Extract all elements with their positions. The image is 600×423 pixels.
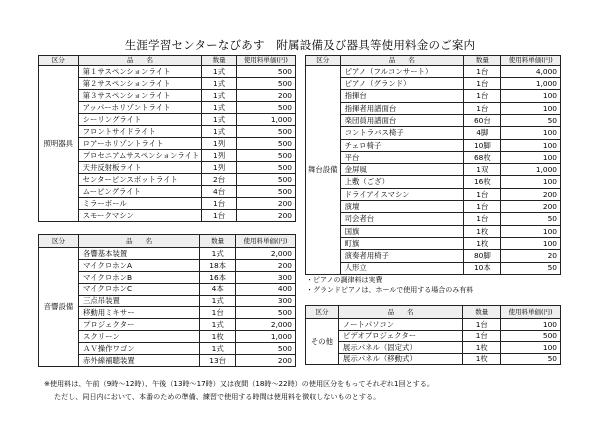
- item-quantity: 13台: [200, 355, 236, 367]
- item-fee: 100: [501, 176, 561, 188]
- item-quantity: 10脚: [464, 139, 501, 151]
- item-name: アッパーホリゾントライト: [78, 101, 202, 113]
- item-name: 指揮台: [340, 90, 464, 102]
- table-header-row: [39, 56, 296, 66]
- item-fee: 300: [236, 295, 296, 307]
- item-fee: 100: [501, 102, 561, 114]
- item-fee: 100: [501, 151, 561, 163]
- note-line: ・グランドピアノは、ホールで使用する場合のみ有料: [306, 286, 474, 294]
- table-row: [306, 164, 561, 176]
- item-quantity: 68枚: [464, 151, 501, 163]
- header-fee: 使用料単価(円): [501, 306, 561, 319]
- item-name: 第２サスペンションライト: [78, 77, 202, 89]
- item-quantity: 1式: [202, 77, 237, 89]
- item-quantity: 1台: [202, 209, 237, 221]
- item-quantity: 1式: [202, 113, 237, 125]
- item-quantity: 1台: [202, 197, 237, 209]
- item-quantity: 1列: [202, 161, 237, 173]
- item-name: マイクロホンC: [78, 283, 199, 295]
- item-quantity: 1台: [464, 201, 501, 213]
- item-fee: 200: [236, 355, 296, 367]
- item-quantity: 10本: [464, 262, 501, 274]
- item-quantity: 2台: [202, 173, 237, 185]
- item-fee: 200: [236, 197, 295, 209]
- table-row: [306, 151, 561, 163]
- item-quantity: 1台: [463, 319, 501, 331]
- item-quantity: 80脚: [464, 250, 501, 262]
- item-fee: 500: [236, 343, 296, 355]
- header-category: 区分: [39, 235, 79, 248]
- item-fee: 2,000: [236, 248, 296, 260]
- item-fee: 50: [501, 213, 561, 225]
- header-item: 品 名: [78, 56, 202, 66]
- item-fee: 500: [236, 65, 295, 77]
- item-quantity: 1枚: [463, 342, 501, 354]
- header-quantity: 数量: [464, 56, 501, 66]
- item-name: 楽団員用譜面台: [340, 114, 464, 126]
- item-fee: 500: [236, 137, 295, 149]
- item-name: 展示パネル（移動式）: [338, 353, 462, 365]
- table-row: [306, 78, 561, 90]
- item-name: フロントサイドライト: [78, 125, 202, 137]
- item-name: ムービングライト: [78, 185, 202, 197]
- item-fee: 500: [236, 101, 295, 113]
- item-name: ミラーボール: [78, 197, 202, 209]
- item-name: 金屏風: [340, 164, 464, 176]
- item-quantity: 1枚: [464, 225, 501, 237]
- table-row: [306, 225, 561, 237]
- item-fee: 50: [501, 262, 561, 274]
- header-item: 品 名: [338, 306, 462, 319]
- item-fee: 50: [501, 114, 561, 126]
- table-row: [306, 237, 561, 249]
- item-name: ノートパソコン: [338, 319, 462, 331]
- item-name: センターピンスポットライト: [78, 173, 202, 185]
- lighting-table: [38, 55, 296, 222]
- header-category: 区分: [306, 56, 341, 66]
- item-fee: 1,000: [236, 113, 295, 125]
- header-category: 区分: [306, 306, 339, 319]
- item-quantity: 1台: [464, 65, 501, 77]
- item-quantity: 1式: [200, 343, 236, 355]
- table-row: [306, 102, 561, 114]
- table-header-row: [306, 306, 561, 319]
- item-name: 国旗: [340, 225, 464, 237]
- header-item: 品 名: [78, 235, 199, 248]
- category-cell: 舞台設備: [306, 65, 341, 274]
- item-quantity: 16本: [200, 271, 236, 283]
- header-category: 区分: [39, 56, 79, 66]
- item-name: ＡＶ操作ワゴン: [78, 343, 199, 355]
- item-fee: 100: [501, 237, 561, 249]
- footer-line: ※使用料は、午前（9時～12時）、午後（13時～17時）又は夜間（18時～22時）の使用区分をもってそれぞれ1回とする。: [44, 379, 434, 388]
- item-name: 人形立: [340, 262, 464, 274]
- item-name: 平台: [340, 151, 464, 163]
- item-quantity: 1列: [202, 149, 237, 161]
- item-name: 指揮者用譜面台: [340, 102, 464, 114]
- item-fee: 500: [236, 185, 295, 197]
- table-row: [306, 114, 561, 126]
- header-fee: 使用料単価(円): [501, 56, 561, 66]
- item-fee: 100: [501, 342, 561, 354]
- item-fee: 500: [236, 173, 295, 185]
- item-fee: 50: [501, 353, 561, 365]
- item-name: プロジェクター: [78, 319, 199, 331]
- item-quantity: 1式: [202, 101, 237, 113]
- item-fee: 20: [501, 250, 561, 262]
- item-fee: 1,000: [501, 78, 561, 90]
- item-fee: 2,000: [236, 319, 296, 331]
- sound-table: [38, 234, 296, 367]
- other-table: [305, 305, 561, 365]
- category-cell: 音響設備: [39, 248, 79, 367]
- item-fee: 200: [236, 209, 295, 221]
- item-fee: 100: [501, 225, 561, 237]
- item-quantity: 4本: [200, 283, 236, 295]
- item-name: 町旗: [340, 237, 464, 249]
- item-name: 上敷（ござ）: [340, 176, 464, 188]
- item-name: 三点吊装置: [78, 295, 199, 307]
- footer-note: [44, 377, 434, 403]
- item-quantity: 1台: [464, 102, 501, 114]
- item-name: 赤外線補聴装置: [78, 355, 199, 367]
- header-fee: 使用料単価(円): [236, 235, 296, 248]
- item-name: 天井反射板ライト: [78, 161, 202, 173]
- table-row: [306, 250, 561, 262]
- item-fee: 300: [236, 271, 296, 283]
- item-name: 移動用ミキサー: [78, 307, 199, 319]
- item-fee: 100: [501, 319, 561, 331]
- table-row: [306, 90, 561, 102]
- item-quantity: 60台: [464, 114, 501, 126]
- item-fee: 4,000: [501, 65, 561, 77]
- item-name: 各響基本装置: [78, 248, 199, 260]
- item-quantity: 1台: [464, 90, 501, 102]
- item-fee: 500: [236, 149, 295, 161]
- table-row: [306, 262, 561, 274]
- item-quantity: 1式: [200, 248, 236, 260]
- item-quantity: 1双: [464, 164, 501, 176]
- table-row: [306, 176, 561, 188]
- item-name: ドライアイスマシン: [340, 188, 464, 200]
- table-header-row: [39, 235, 296, 248]
- item-fee: 500: [236, 161, 295, 173]
- note-line: ・ピアノの調律料は実費: [306, 276, 383, 284]
- item-fee: 1,000: [236, 331, 296, 343]
- item-quantity: 1台: [464, 78, 501, 90]
- table-row: [306, 342, 561, 354]
- item-name: 第３サスペンションライト: [78, 89, 202, 101]
- item-quantity: 1台: [464, 188, 501, 200]
- item-quantity: 1列: [202, 137, 237, 149]
- header-item: 品 名: [340, 56, 464, 66]
- table-row: [306, 139, 561, 151]
- item-fee: 500: [501, 330, 561, 342]
- table-row: [306, 201, 561, 213]
- item-fee: 500: [236, 307, 296, 319]
- table-row: [39, 248, 296, 260]
- table-row: [306, 188, 561, 200]
- item-fee: 200: [236, 89, 295, 101]
- footer-line: ただし、同日内において、本番のための準備、練習で使用する時間は使用料を徴収しないものとする。: [54, 392, 381, 401]
- item-fee: 500: [236, 125, 295, 137]
- item-quantity: 4脚: [464, 127, 501, 139]
- item-quantity: 18本: [200, 259, 236, 271]
- table-row: [306, 127, 561, 139]
- header-quantity: 数量: [202, 56, 237, 66]
- item-quantity: 1台: [463, 330, 501, 342]
- item-name: ピアノ（グランド）: [340, 78, 464, 90]
- table-row: [306, 319, 561, 331]
- item-fee: 1,000: [501, 164, 561, 176]
- item-name: 展示パネル（固定式）: [338, 342, 462, 354]
- item-quantity: 1台: [464, 213, 501, 225]
- item-quantity: 1枚: [200, 331, 236, 343]
- item-name: チェロ椅子: [340, 139, 464, 151]
- item-name: ビデオプロジェクター: [338, 330, 462, 342]
- stage-table: [305, 55, 561, 275]
- table-row: [306, 65, 561, 77]
- table-row: [306, 213, 561, 225]
- item-quantity: 1枚: [464, 237, 501, 249]
- category-cell: 照明器具: [39, 65, 79, 221]
- item-fee: 200: [501, 201, 561, 213]
- table-header-row: [306, 56, 561, 66]
- item-fee: 200: [501, 188, 561, 200]
- stage-notes: [306, 275, 473, 295]
- item-name: ピアノ（フルコンサート）: [340, 65, 464, 77]
- item-quantity: 1式: [202, 125, 237, 137]
- item-name: 演壇: [340, 201, 464, 213]
- item-quantity: 16枚: [464, 176, 501, 188]
- item-name: ロアーホリゾントライト: [78, 137, 202, 149]
- item-name: 司会者台: [340, 213, 464, 225]
- item-fee: 100: [501, 127, 561, 139]
- header-fee: 使用料単価(円): [236, 56, 295, 66]
- page-title: 生涯学習センターなびあす 附属設備及び器具等使用料金のご案内: [124, 38, 476, 52]
- item-quantity: 1台: [200, 307, 236, 319]
- item-quantity: 1式: [202, 89, 237, 101]
- item-fee: 100: [501, 90, 561, 102]
- item-name: マイクロホンB: [78, 271, 199, 283]
- header-quantity: 数量: [200, 235, 236, 248]
- item-name: 演奏者用椅子: [340, 250, 464, 262]
- item-fee: 100: [501, 139, 561, 151]
- table-row: [306, 353, 561, 365]
- item-quantity: 1式: [202, 65, 237, 77]
- item-name: プロセニアムサスペンションライト: [78, 149, 202, 161]
- item-name: 第１サスペンションライト: [78, 65, 202, 77]
- item-quantity: 1枚: [463, 353, 501, 365]
- item-name: コントラバス椅子: [340, 127, 464, 139]
- item-fee: 400: [236, 283, 296, 295]
- table-row: [39, 65, 296, 77]
- item-fee: 500: [236, 77, 295, 89]
- item-name: スクリーン: [78, 331, 199, 343]
- item-quantity: 4台: [202, 185, 237, 197]
- category-cell: その他: [306, 319, 339, 365]
- item-name: スモークマシン: [78, 209, 202, 221]
- item-fee: 200: [236, 259, 296, 271]
- item-name: シーリングライト: [78, 113, 202, 125]
- item-name: マイクロホンA: [78, 259, 199, 271]
- table-row: [306, 330, 561, 342]
- header-quantity: 数量: [463, 306, 501, 319]
- item-quantity: 1式: [200, 295, 236, 307]
- item-quantity: 1式: [200, 319, 236, 331]
